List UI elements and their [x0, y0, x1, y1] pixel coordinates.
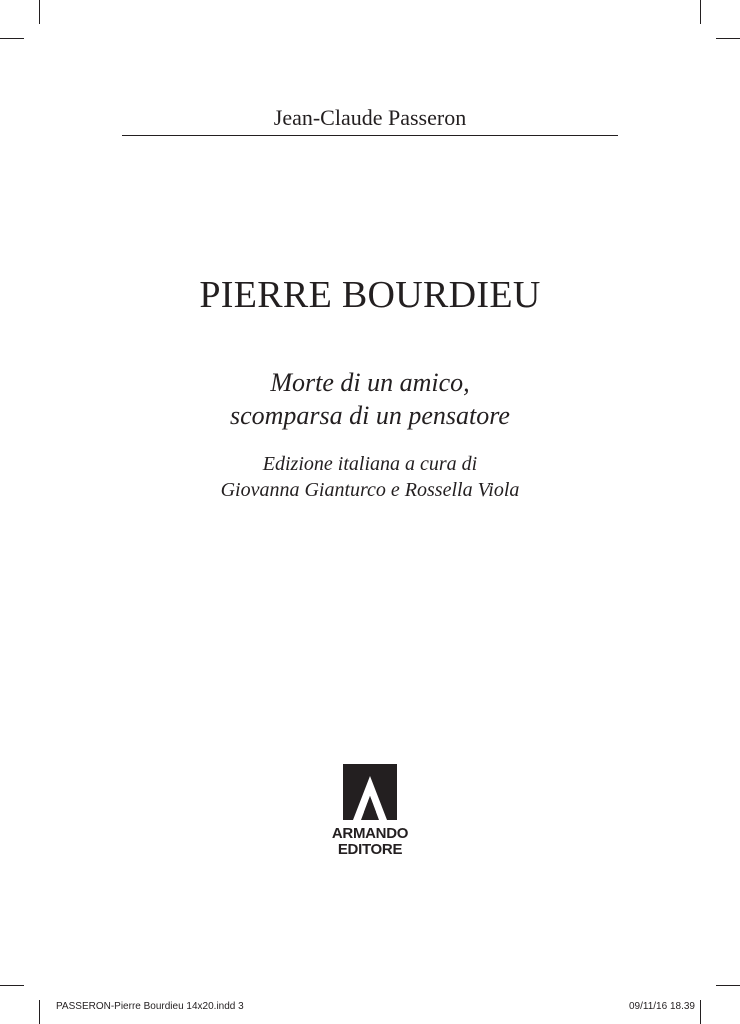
- publisher-logo: [320, 764, 420, 858]
- edition-line-1: Edizione italiana a cura di: [262, 453, 478, 475]
- book-subtitle: [60, 366, 680, 432]
- crop-mark-bottom-left-vertical: [39, 1000, 40, 1024]
- crop-mark-top-right-horizontal: [716, 38, 740, 39]
- publisher-name: [320, 826, 420, 858]
- slug-file-info: PASSERON-Pierre Bourdieu 14x20.indd 3: [56, 1001, 244, 1012]
- edition-line-2: Giovanna Gianturco e Rossella Viola: [220, 479, 520, 501]
- crop-mark-bottom-right-horizontal: [716, 985, 740, 986]
- crop-mark-top-left-vertical: [39, 0, 40, 24]
- crop-mark-bottom-left-horizontal: [0, 985, 24, 986]
- header-rule: [122, 135, 618, 136]
- book-title: PIERRE BOURDIEU: [199, 274, 541, 316]
- subtitle-line-2: scomparsa di un pensatore: [230, 401, 510, 430]
- publisher-line-1: ARMANDO: [331, 825, 409, 842]
- crop-mark-top-right-vertical: [700, 0, 701, 24]
- subtitle-line-1: Morte di un amico,: [270, 368, 470, 397]
- crop-mark-top-left-horizontal: [0, 38, 24, 39]
- author-name: Jean-Claude Passeron: [273, 105, 467, 130]
- slug-datetime: 09/11/16 18.39: [629, 1001, 695, 1012]
- edition-credit: [60, 451, 680, 503]
- publisher-line-2: EDITORE: [337, 841, 403, 858]
- crop-mark-bottom-right-vertical: [700, 1000, 701, 1024]
- armando-a-icon: [343, 764, 397, 820]
